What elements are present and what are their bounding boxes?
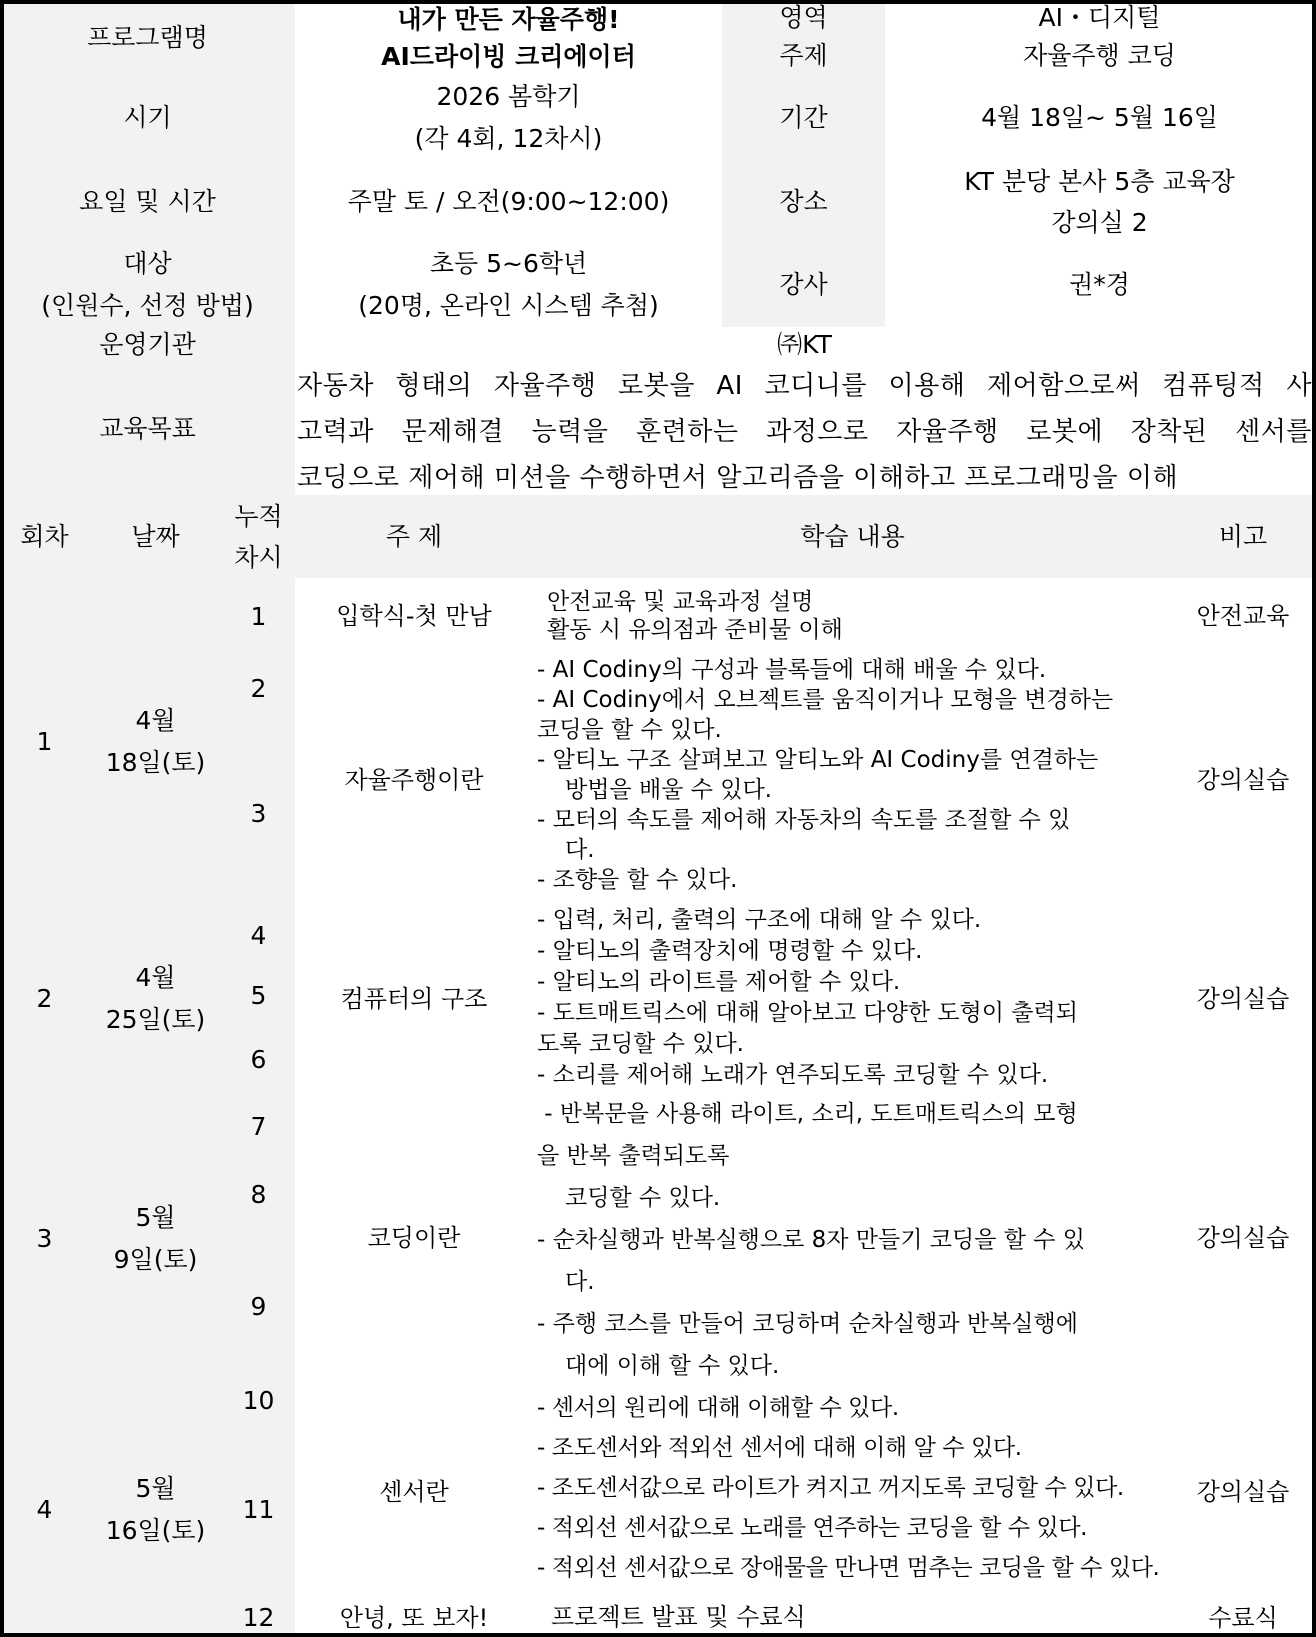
header-content xyxy=(533,495,1174,580)
instructor-label-text: 강사 xyxy=(779,270,828,299)
date-line2: 18일(토) xyxy=(105,747,206,777)
period-number: 12 xyxy=(242,1603,275,1632)
content-line: 대에 이해 할 수 있다. xyxy=(565,1353,780,1379)
place-label-text: 장소 xyxy=(779,186,828,216)
goal-label-text: 교육목표 xyxy=(99,414,196,443)
period-label xyxy=(0,75,297,162)
period-number: 8 xyxy=(250,1180,267,1209)
period-3 xyxy=(222,723,297,907)
day-time-label xyxy=(0,160,297,245)
duration-label-text: 기간 xyxy=(779,102,828,132)
content-line: 코딩할 수 있다. xyxy=(565,1185,721,1211)
period-number: 11 xyxy=(242,1494,275,1524)
header-date-text: 날짜 xyxy=(131,521,180,551)
content-line: - 조향을 할 수 있다. xyxy=(537,867,738,893)
topic-text: 코딩이란 xyxy=(367,1224,461,1253)
period-number: 10 xyxy=(242,1386,275,1415)
target-label xyxy=(0,243,297,329)
period-value-line1: 2026 봄학기 xyxy=(436,81,581,111)
topic-text: 입학식-첫 만남 xyxy=(336,602,492,631)
goal-line: 코딩으로 제어해 미션을 수행하면서 알고리즘을 이해하고 프로그래밍을 이해 xyxy=(297,463,1179,493)
org-label-text: 운영기관 xyxy=(99,330,196,359)
content-line: 도록 코딩할 수 있다. xyxy=(537,1031,744,1057)
header-cumulative-line1: 누적 xyxy=(234,501,283,531)
program-name-line1: 내가 만든 자율주행! xyxy=(397,4,620,34)
header-cumulative-line2: 차시 xyxy=(234,542,283,572)
session-4a-note xyxy=(1172,1384,1316,1603)
session-number-text: 1 xyxy=(36,726,53,756)
content-line: 안전교육 및 교육과정 설명 xyxy=(547,589,814,615)
period-number: 7 xyxy=(250,1112,267,1141)
period-number: 3 xyxy=(250,799,267,828)
session-3-topic xyxy=(295,1093,535,1386)
content-line: - 입력, 처리, 출력의 구조에 대해 알 수 있다. xyxy=(537,907,982,933)
content-line: - 적외선 센서값으로 노래를 연주하는 코딩을 할 수 있다. xyxy=(537,1515,1088,1541)
period-4 xyxy=(222,905,297,968)
day-time-label-text: 요일 및 시간 xyxy=(79,186,216,216)
content-line: - 알티노의 출력장치에 명령할 수 있다. xyxy=(537,938,923,964)
period-11 xyxy=(222,1418,297,1603)
target-value-line2: (20명, 온라인 시스템 추첨) xyxy=(358,291,659,320)
content-line: 활동 시 유의점과 준비물 이해 xyxy=(547,617,843,643)
session-number-text: 4 xyxy=(36,1494,53,1524)
day-time-value-text: 주말 토 / 오전(9:00~12:00) xyxy=(347,186,670,216)
content-line: - 주행 코스를 만들어 코딩하며 순차실행과 반복실행에 xyxy=(537,1311,1078,1337)
session-4a-topic xyxy=(295,1384,535,1603)
session-3-note xyxy=(1172,1093,1316,1386)
content-line: 코딩을 할 수 있다. xyxy=(537,717,722,743)
session-1a-content xyxy=(533,578,1174,657)
period-number: 1 xyxy=(250,601,267,631)
date-line1: 4월 xyxy=(135,963,176,992)
org-value-text: ㈜KT xyxy=(777,330,832,359)
note-text: 강의실습 xyxy=(1196,1224,1290,1253)
duration-value xyxy=(885,75,1316,162)
header-session-text: 회차 xyxy=(20,521,69,551)
target-value-line1: 초등 5~6학년 xyxy=(429,249,588,278)
goal-line: 자동차 형태의 자율주행 로봇을 AI 코디니를 이용해 제어함으로써 컴퓨팅적 사 xyxy=(297,371,1312,401)
content-line: - 알티노의 라이트를 제어할 수 있다. xyxy=(537,969,901,995)
area-value-text: AI・디지털 xyxy=(1038,3,1161,32)
goal-line: 고력과 문제해결 능력을 훈련하는 과정으로 자율주행 로봇에 장착된 센서를 xyxy=(297,417,1312,447)
note-text: 강의실습 xyxy=(1196,765,1290,794)
note-text: 안전교육 xyxy=(1196,602,1290,631)
program-name-label xyxy=(0,0,297,77)
note-text: 강의실습 xyxy=(1196,1478,1290,1507)
duration-label xyxy=(722,75,887,162)
content-line: - 센서의 원리에 대해 이해할 수 있다. xyxy=(537,1395,899,1421)
session-number-text: 3 xyxy=(36,1223,53,1253)
content-line: 다. xyxy=(565,837,595,863)
period-value-line2: (각 4회, 12차시) xyxy=(414,123,603,153)
program-name-value xyxy=(295,0,724,77)
header-cumulative xyxy=(222,495,297,580)
session-1b-topic xyxy=(295,655,535,907)
session-1-number xyxy=(0,578,91,907)
target-label-line2: (인원수, 선정 방법) xyxy=(41,291,254,320)
session-1-date xyxy=(89,578,224,907)
org-value xyxy=(295,327,1316,365)
content-line: - 조도센서와 적외선 센서에 대해 이해 알 수 있다. xyxy=(537,1435,1022,1461)
theme-value-text: 자율주행 코딩 xyxy=(1023,40,1176,70)
theme-label xyxy=(722,36,887,77)
period-6 xyxy=(222,1026,297,1095)
header-session xyxy=(0,495,91,580)
session-4a-content xyxy=(533,1384,1174,1603)
session-4b-note xyxy=(1172,1601,1316,1637)
date-line2: 9일(토) xyxy=(113,1244,198,1274)
period-number: 2 xyxy=(250,674,267,703)
session-1b-note xyxy=(1172,655,1316,907)
goal-label xyxy=(0,363,297,497)
header-note-text: 비고 xyxy=(1218,521,1268,551)
period-value xyxy=(295,75,724,162)
topic-text: 안녕, 또 보자! xyxy=(339,1604,489,1632)
program-name-label-text: 프로그램명 xyxy=(87,22,208,52)
period-12 xyxy=(222,1601,297,1637)
topic-text: 자율주행이란 xyxy=(344,765,484,794)
date-line1: 5월 xyxy=(135,1473,176,1503)
session-1a-note xyxy=(1172,578,1316,657)
session-2-number xyxy=(0,905,91,1095)
org-label xyxy=(0,327,297,365)
target-value xyxy=(295,243,724,329)
session-4-date xyxy=(89,1384,224,1637)
period-10 xyxy=(222,1384,297,1420)
topic-text: 컴퓨터의 구조 xyxy=(340,984,488,1013)
content-line: - 모터의 속도를 제어해 자동차의 속도를 조절할 수 있 xyxy=(537,807,1071,833)
header-note xyxy=(1172,495,1316,580)
place-value-line2: 강의실 2 xyxy=(1051,207,1148,237)
theme-label-text: 주제 xyxy=(779,40,828,70)
area-label xyxy=(722,0,887,38)
date-line1: 4월 xyxy=(135,705,176,735)
duration-value-text: 4월 18일~ 5월 16일 xyxy=(981,102,1218,132)
period-5 xyxy=(222,966,297,1028)
session-1b-content xyxy=(533,655,1174,907)
content-line: - 조도센서값으로 라이트가 켜지고 꺼지도록 코딩할 수 있다. xyxy=(537,1475,1124,1501)
content-line: - AI Codiny의 구성과 블록들에 대해 배울 수 있다. xyxy=(537,657,1047,683)
instructor-value xyxy=(885,243,1316,329)
program-name-line2: AI드라이빙 크리에이터 xyxy=(381,41,636,71)
content-line: - 순차실행과 반복실행으로 8자 만들기 코딩을 할 수 있 xyxy=(537,1227,1085,1253)
period-label-text: 시기 xyxy=(123,102,172,132)
session-3-number xyxy=(0,1093,91,1386)
instructor-value-text: 권*경 xyxy=(1069,270,1130,299)
session-3-date xyxy=(89,1093,224,1386)
header-topic-text: 주 제 xyxy=(385,521,443,551)
content-line: 다. xyxy=(565,1269,595,1295)
instructor-label xyxy=(722,243,887,329)
content-line: - 알티노 구조 살펴보고 알티노와 AI Codiny를 연결하는 xyxy=(537,747,1099,773)
content-line: 프로젝트 발표 및 수료식 xyxy=(551,1603,806,1631)
place-label xyxy=(722,160,887,245)
session-2-note xyxy=(1172,905,1316,1095)
period-1 xyxy=(222,578,297,657)
header-topic xyxy=(295,495,535,580)
content-line: - 소리를 제어해 노래가 연주되도록 코딩할 수 있다. xyxy=(537,1062,1049,1088)
period-8 xyxy=(222,1161,297,1231)
target-label-line1: 대상 xyxy=(123,249,172,278)
period-number: 5 xyxy=(250,981,267,1010)
topic-text: 센서란 xyxy=(379,1478,449,1507)
date-line1: 5월 xyxy=(135,1202,176,1232)
period-2 xyxy=(222,655,297,725)
content-line: 방법을 배울 수 있다. xyxy=(565,777,772,803)
period-number: 4 xyxy=(250,920,267,950)
theme-value xyxy=(885,36,1316,77)
session-4b-content xyxy=(533,1601,1174,1637)
session-2-topic xyxy=(295,905,535,1095)
header-date xyxy=(89,495,224,580)
note-text: 수료식 xyxy=(1208,1604,1278,1632)
note-text: 강의실습 xyxy=(1196,984,1290,1013)
goal-value xyxy=(295,363,1316,497)
header-content-text: 학습 내용 xyxy=(800,521,905,551)
area-label-text: 영역 xyxy=(779,3,828,32)
session-4b-topic xyxy=(295,1601,535,1637)
date-line2: 16일(토) xyxy=(105,1515,206,1545)
place-value-line1: KT 분당 본사 5층 교육장 xyxy=(964,166,1235,196)
period-number: 6 xyxy=(250,1044,267,1074)
place-value xyxy=(885,160,1316,245)
content-line: 을 반복 출력되도록 xyxy=(537,1143,730,1169)
period-7 xyxy=(222,1093,297,1163)
session-number-text: 2 xyxy=(36,984,53,1013)
day-time-value xyxy=(295,160,724,245)
session-3-content xyxy=(533,1093,1174,1386)
session-1a-topic xyxy=(295,578,535,657)
session-2-content xyxy=(533,905,1174,1095)
content-line: - AI Codiny에서 오브젝트를 움직이거나 모형을 변경하는 xyxy=(537,687,1114,713)
period-number: 9 xyxy=(250,1291,267,1321)
date-line2: 25일(토) xyxy=(105,1005,206,1034)
content-line: - 적외선 센서값으로 장애물을 만나면 멈추는 코딩을 할 수 있다. xyxy=(537,1555,1160,1581)
period-9 xyxy=(222,1229,297,1386)
session-4-number xyxy=(0,1384,91,1637)
area-value xyxy=(885,0,1316,38)
content-line: - 도트매트릭스에 대해 알아보고 다양한 도형이 출력되 xyxy=(537,1000,1078,1026)
session-2-date xyxy=(89,905,224,1095)
content-line: - 반복문을 사용해 라이트, 소리, 도트매트릭스의 모형 xyxy=(537,1101,1078,1127)
